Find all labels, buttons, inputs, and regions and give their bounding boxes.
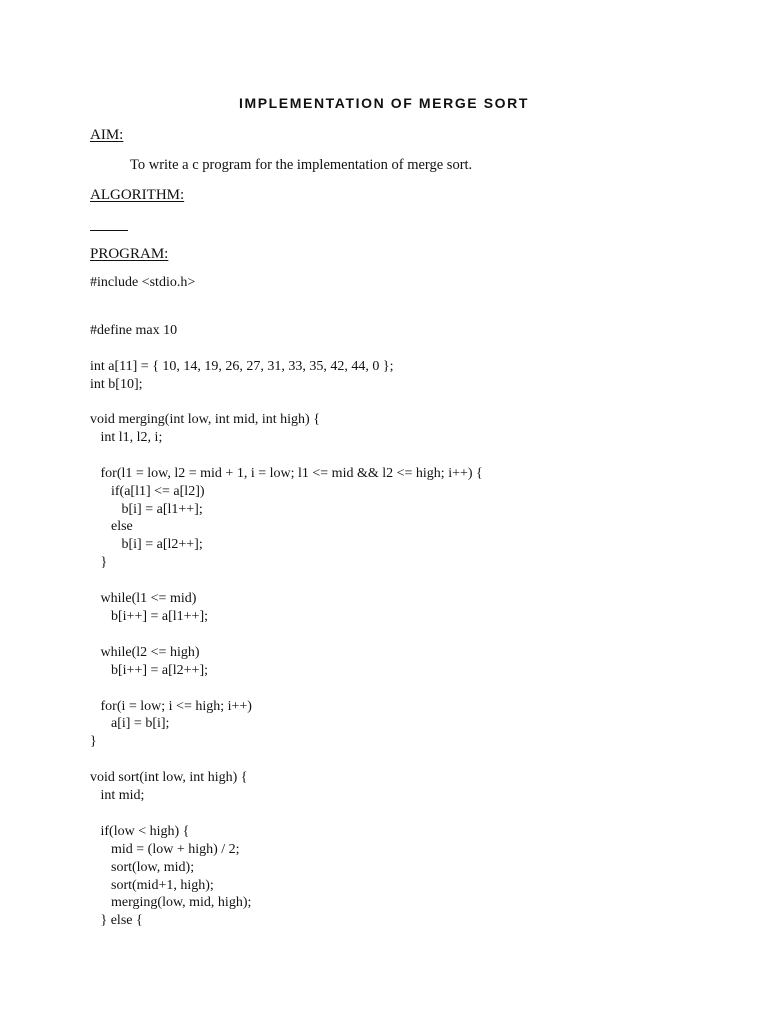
- code-include-line: #include <stdio.h>: [90, 275, 196, 290]
- code-define-line: #define max 10: [90, 323, 178, 338]
- aim-heading: AIM:: [90, 127, 124, 143]
- algorithm-heading: ALGORITHM:: [90, 187, 185, 203]
- code-global-declarations: int a[11] = { 10, 14, 19, 26, 27, 31, 33, 35, 42, 44, 0 }; int b[10];: [90, 359, 394, 392]
- algorithm-blank-line: [90, 230, 128, 231]
- program-heading: PROGRAM:: [90, 246, 169, 262]
- document-title: IMPLEMENTATION OF MERGE SORT: [238, 95, 530, 111]
- code-functions-block: void merging(int low, int mid, int high) { int l1, l2, i; for(l1 = low, l2 = mid + 1, i = low; l1 <= mid && l2 <= high; i++) { if(a[l1] <= a[l2]) b[i] = a[l1++]; else b[i] = a[l2++]; } while(l1 <= mid) b[i++] = a[l1++]; while(l2 <= high) b[i++] = a[l2++]; for(i = low; i <= high; i++) a[i] = b[i]; } void sort(int low, int high) { int mid; if(low < high) { mid = (low + high) / 2; sort(low, mid); sort(mid+1, high); merging(low, mid, high); } else {: [90, 412, 483, 929]
- aim-text: To write a c program for the implementation of merge sort.: [130, 157, 473, 173]
